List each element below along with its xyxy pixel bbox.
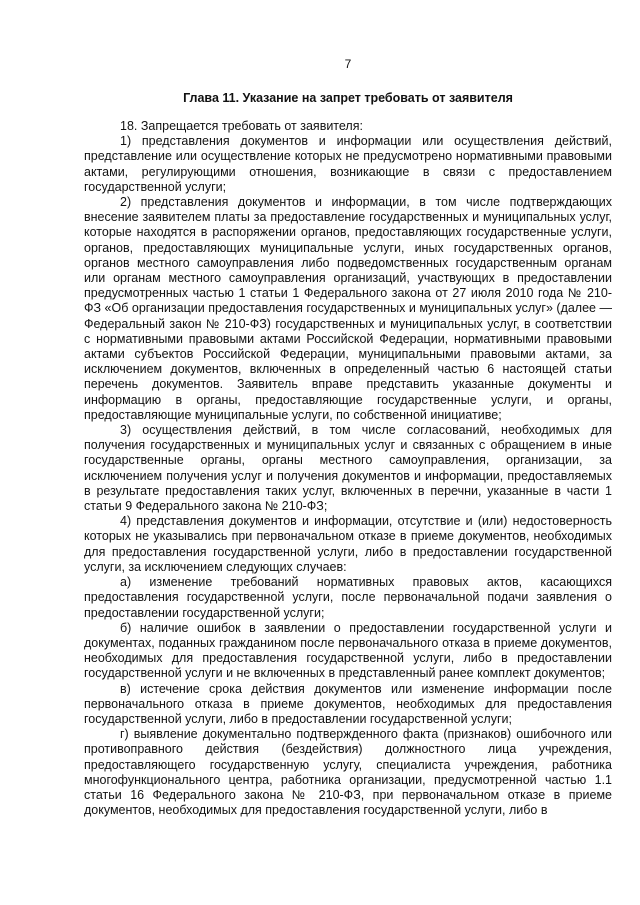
paragraph-item-3: 3) осуществления действий, в том числе согласований, необходимых для получения государственных и муниципальных услуг и связанных с обращением в иные государственные органы, органы местного самоуправления, организации, за исключением получения услуг и получения документов и информации, предоставляемых в результате предоставления таких услуг, включенных в перечни, указанные в части 1 статьи 9 Федерального закона № 210-ФЗ; (84, 423, 612, 514)
page-number: 7 (344, 57, 352, 71)
document-body (84, 119, 612, 818)
paragraph-item-4g: г) выявление документально подтвержденного факта (признаков) ошибочного или противоправного действия (бездействия) должностного лица учреждения, предоставляющего государственную услугу, специалиста учреждения, работника многофункционального центра, работника организации, предусмотренной частью 1.1 статьи 16 Федерального закона № 210-ФЗ, при первоначальном отказе в приеме документов, необходимых для предоставления государственной услуги, либо в (84, 727, 612, 818)
paragraph-item-4b: б) наличие ошибок в заявлении о предоставлении государственной услуги и документах, поданных гражданином после первоначального отказа в приеме документов, необходимых для предоставления государственной услуги, либо в предоставлении государственной услуги и не включенных в представленный ранее комплект документов; (84, 620, 612, 681)
paragraph-item-2: 2) представления документов и информации, в том числе подтверждающих внесение заявителем платы за предоставление государственных и муниципальных услуг, которые находятся в распоряжении органов, предоставляющих государственные услуги, органов, предоставляющих муниципальные услуги, иных государственных органов, органов местного самоуправления либо подведомственных государственным органам или органам местного самоуправления организаций, участвующих в предоставлении предусмотренных частью 1 статьи 1 Федерального закона от 27 июля 2010 года № 210-ФЗ «Об организации предоставления государственных и муниципальных услуг» (далее — Федеральный закон № 210-ФЗ) государственных и муниципальных услуг, в соответствии с нормативными правовыми актами Российской Федерации, нормативными правовыми актами субъектов Российской Федерации, муниципальными правовыми актами, за исключением документов, включенных в определенный частью 6 настоящей статьи перечень документов. Заявитель вправе представить указанные документы и информацию в органы, предоставляющие государственные услуги, и органы, предоставляющие муниципальные услуги, по собственной инициативе; (84, 195, 612, 422)
paragraph-item-4a: а) изменение требований нормативных правовых актов, касающихся предоставления государственной услуги, после первоначальной подачи заявления о предоставлении государственной услуги; (84, 575, 612, 620)
chapter-title: Глава 11. Указание на запрет требовать от заявителя (183, 91, 513, 105)
paragraph-item-1: 1) представления документов и информации или осуществления действий, представление или осуществление которых не предусмотрено нормативными правовыми актами, регулирующими отношения, возникающие в связи с предоставлением государственной услуги; (84, 134, 612, 194)
paragraph-item-4: 4) представления документов и информации, отсутствие и (или) недостоверность которых не указывались при первоначальном отказе в приеме документов, необходимых для предоставления государственной услуги, либо в предоставлении государственной услуги, за исключением следующих случаев: (84, 514, 612, 574)
paragraph-item-4v: в) истечение срока действия документов или изменение информации после первоначального отказа в приеме документов, необходимых для предоставления государственной услуги, либо в предоставлении государственной услуги; (84, 681, 612, 726)
document-page (84, 0, 612, 905)
paragraph-intro: 18. Запрещается требовать от заявителя: (120, 119, 363, 133)
